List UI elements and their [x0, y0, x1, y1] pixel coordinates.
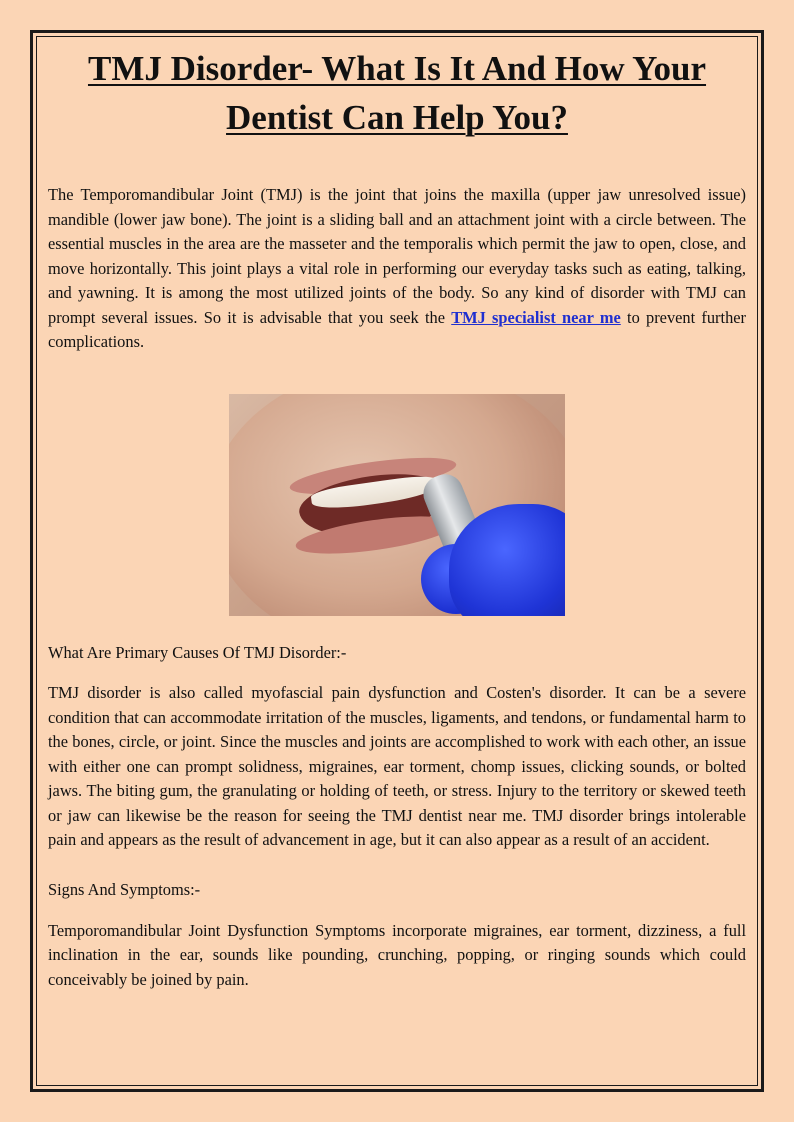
intro-text-before-link: The Temporomandibular Joint (TMJ) is the joint that joins the maxilla (upper jaw unresolved issue) mandible (lower jaw bone). The joint is a sliding ball and an attachment joint with a circle between. The essential muscles in the area are the masseter and the temporalis which permit the jaw to open, close, and move horizontally. This joint plays a vital role in performing our everyday tasks such as eating, talking, and yawning. It is among the most utilized joints of the body. So any kind of disorder with TMJ can prompt several issues. So it is advisable that you seek the: [48, 185, 746, 327]
document-title: TMJ Disorder- What Is It And How Your Dentist Can Help You?: [87, 49, 707, 137]
symptoms-paragraph: Temporomandibular Joint Dysfunction Symptoms incorporate migraines, ear torment, dizziness, a full inclination in the ear, sounds like pounding, crunching, popping, or ringing sounds which could conceivably be joined by pain.: [48, 920, 746, 989]
intro-paragraph: [48, 183, 746, 355]
causes-heading: What Are Primary Causes Of TMJ Disorder:-: [48, 642, 347, 662]
dental-drill-photo: [229, 394, 565, 616]
causes-paragraph: TMJ disorder is also called myofascial pain dysfunction and Costen's disorder. It can be a severe condition that can accommodate irritation of the muscles, ligaments, and tendons, or fundamental harm to the bones, circle, or joint. Since the muscles and joints are accomplished to work with each other, an issue with either one can prompt solidness, migraines, ear torment, chomp issues, clicking sounds, or bolted jaws. The biting gum, the granulating or holding of teeth, or stress. Injury to the territory or skewed teeth or jaw can likewise be the reason for seeing the TMJ dentist near me. TMJ disorder brings intolerable pain and appears as the result of advancement in age, but it can also appear as a result of an accident.: [48, 683, 746, 850]
document-page: [48, 44, 746, 992]
intro-text-after-link: to prevent further complications.: [48, 307, 746, 351]
tmj-specialist-link[interactable]: TMJ specialist near me: [451, 307, 621, 327]
symptoms-heading: Signs And Symptoms:-: [48, 879, 201, 899]
